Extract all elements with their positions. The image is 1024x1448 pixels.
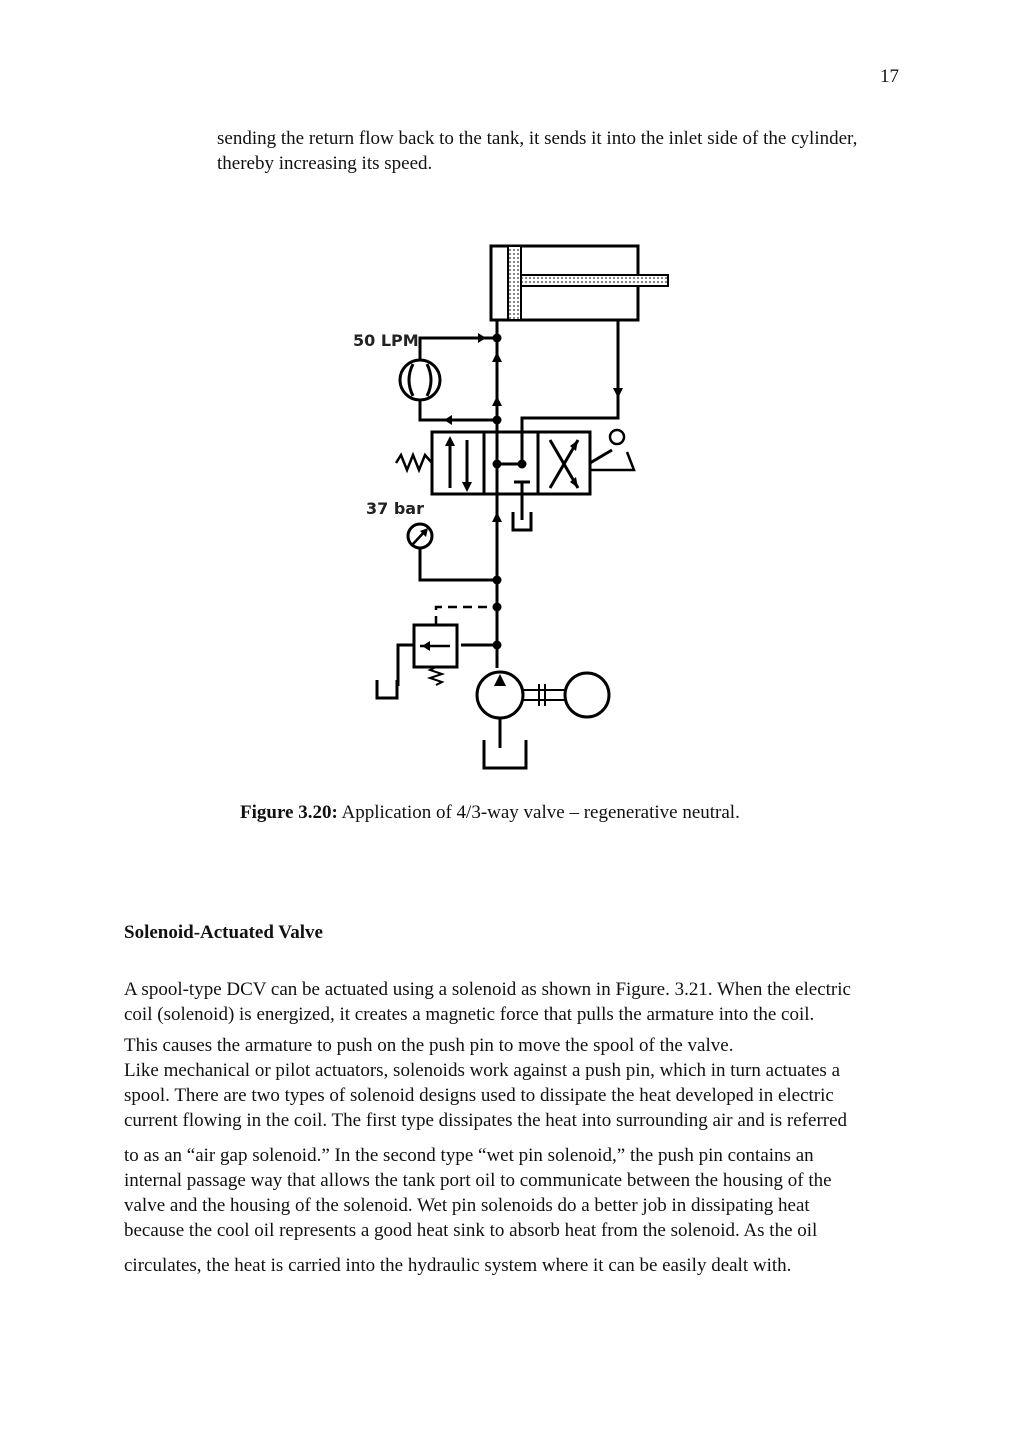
figure-caption-text: Application of 4/3-way valve – regenerative neutral. bbox=[337, 802, 740, 823]
body-line: internal passage way that allows the tank port oil to communicate between the housing of the bbox=[124, 1170, 832, 1191]
body-line: because the cool oil represents a good heat sink to absorb heat from the solenoid. As the oil bbox=[124, 1220, 818, 1241]
pressure-gauge-icon bbox=[408, 524, 432, 548]
figure-caption-number: Figure 3.20: bbox=[240, 802, 338, 823]
body-paragraph bbox=[124, 977, 939, 1278]
tank-icon bbox=[377, 680, 397, 698]
intro-paragraph bbox=[217, 126, 957, 176]
intro-line: sending the return flow back to the tank, it sends it into the inlet side of the cylinder, bbox=[217, 128, 858, 149]
tank-icon bbox=[513, 494, 531, 530]
body-line: spool. There are two types of solenoid designs used to dissipate the heat developed in electric bbox=[124, 1085, 834, 1106]
section-heading: Solenoid-Actuated Valve bbox=[124, 922, 323, 943]
page-number: 17 bbox=[880, 66, 899, 87]
body-line: to as an “air gap solenoid.” In the second type “wet pin solenoid,” the push pin contains an bbox=[124, 1145, 814, 1166]
motor-icon bbox=[565, 673, 609, 717]
circuit-diagram bbox=[340, 236, 680, 776]
body-line: current flowing in the coil. The first type dissipates the heat into surrounding air and is referred bbox=[124, 1110, 848, 1131]
pump-icon bbox=[477, 672, 565, 718]
hydraulic-circuit-figure bbox=[340, 236, 680, 776]
body-line: Like mechanical or pilot actuators, solenoids work against a push pin, which in turn actuates a bbox=[124, 1060, 840, 1081]
flow-meter-icon bbox=[400, 360, 440, 400]
pressure-label: 37 bar bbox=[366, 499, 424, 518]
directional-valve-4-3 bbox=[396, 432, 634, 494]
body-line: coil (solenoid) is energized, it creates a magnetic force that pulls the armature into the coil. bbox=[124, 1004, 815, 1025]
body-line: A spool-type DCV can be actuated using a solenoid as shown in Figure. 3.21. When the electric bbox=[124, 979, 851, 1000]
hydraulic-cylinder bbox=[491, 246, 668, 320]
lever-knob-icon bbox=[610, 430, 624, 444]
tank-icon bbox=[484, 740, 526, 768]
intro-line: thereby increasing its speed. bbox=[217, 153, 433, 174]
figure-caption bbox=[240, 800, 740, 825]
body-line: This causes the armature to push on the push pin to move the spool of the valve. bbox=[124, 1035, 734, 1056]
body-line: circulates, the heat is carried into the hydraulic system where it can be easily dealt with. bbox=[124, 1255, 792, 1276]
relief-valve-icon bbox=[414, 625, 457, 685]
flow-rate-label: 50 LPM bbox=[353, 331, 419, 350]
body-line: valve and the housing of the solenoid. Wet pin solenoids do a better job in dissipating heat bbox=[124, 1195, 810, 1216]
